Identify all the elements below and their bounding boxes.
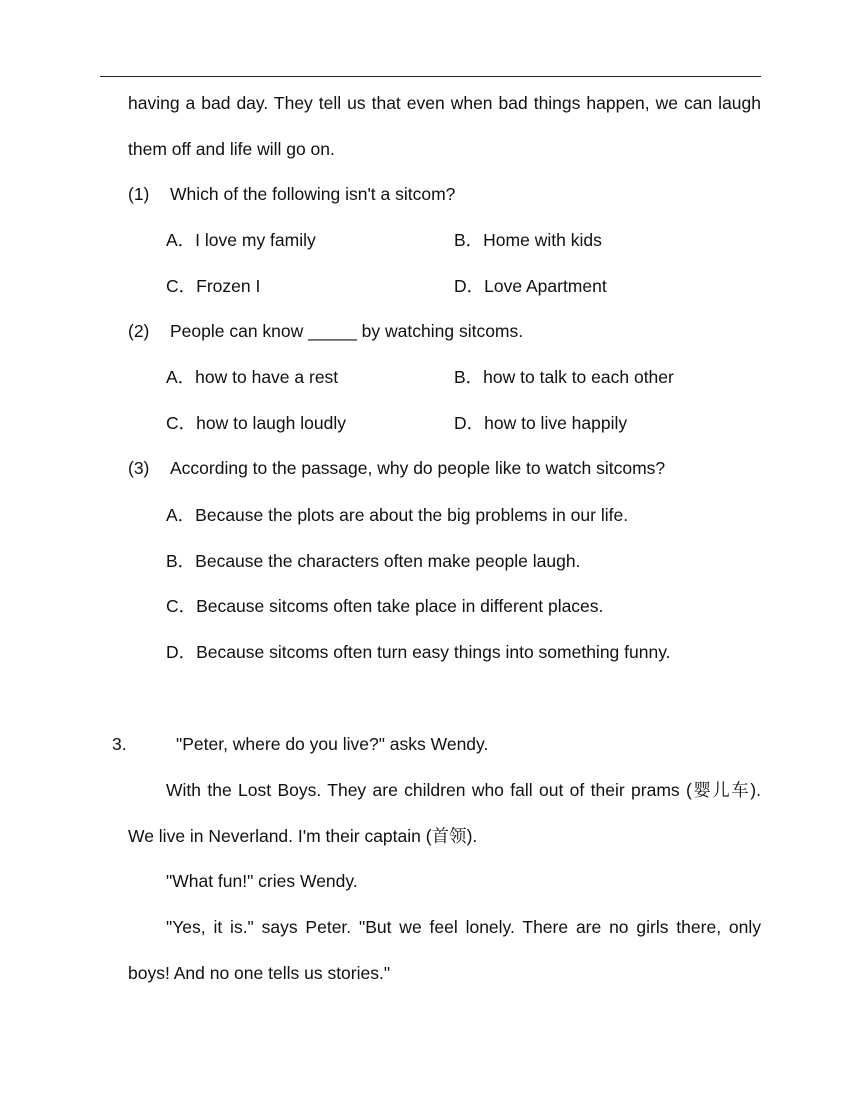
story-line: With the Lost Boys. They are children who fall out of their prams (婴儿车).: [166, 780, 761, 801]
option-3c: C．Because sitcoms often take place in different places.: [166, 596, 604, 616]
story-line: We live in Neverland. I'm their captain (首领).: [128, 826, 478, 847]
story-line: "Yes, it is." says Peter. "But we feel lonely. There are no girls there, only: [166, 917, 761, 937]
story-line: boys! And no one tells us stories.": [128, 963, 391, 983]
option-2a: A．how to have a rest: [166, 367, 339, 387]
option-3d: D．Because sitcoms often turn easy things into something funny.: [166, 642, 671, 662]
option-1a: A．I love my family: [166, 230, 316, 250]
story-line: "What fun!" cries Wendy.: [166, 871, 358, 891]
question-3: [128, 457, 665, 479]
header-rule: [100, 76, 761, 77]
passage-line: having a bad day. They tell us that even when bad things happen, we can laugh: [128, 93, 761, 113]
question-2: [128, 320, 523, 342]
option-2b: B．how to talk to each other: [454, 367, 674, 387]
question-stem: According to the passage, why do people like to watch sitcoms?: [170, 458, 666, 478]
option-1b: B．Home with kids: [454, 230, 602, 250]
option-2c: C．how to laugh loudly: [166, 413, 346, 433]
question-stem: Which of the following isn't a sitcom?: [170, 184, 456, 204]
option-3b: B．Because the characters often make people laugh.: [166, 551, 581, 571]
story-line: "Peter, where do you live?" asks Wendy.: [176, 734, 489, 754]
question-number: (3): [128, 458, 150, 478]
question-number: (1): [128, 184, 150, 204]
option-3a: A．Because the plots are about the big problems in our life.: [166, 505, 629, 525]
section-number: 3.: [112, 734, 127, 754]
option-1c: C．Frozen I: [166, 276, 261, 296]
passage-line: them off and life will go on.: [128, 139, 335, 159]
option-2d: D．how to live happily: [454, 413, 628, 433]
question-1: [128, 183, 455, 205]
option-1d: D．Love Apartment: [454, 276, 607, 296]
question-stem: People can know _____ by watching sitcoms.: [170, 321, 524, 341]
question-number: (2): [128, 321, 150, 341]
